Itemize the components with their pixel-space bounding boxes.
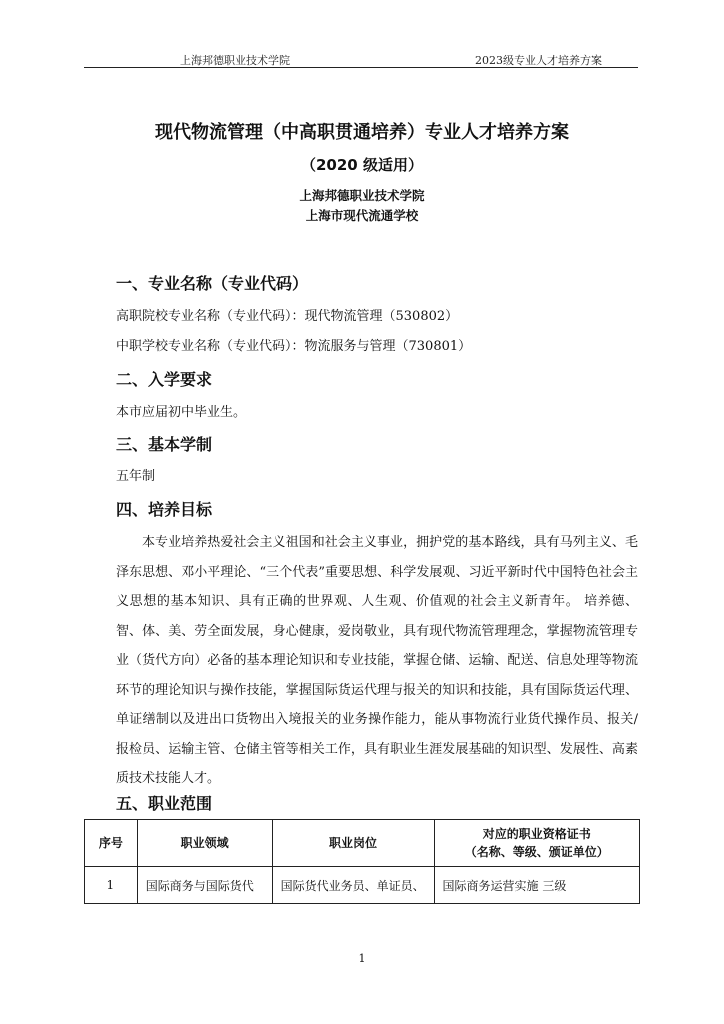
cell-field: 国际商务与国际货代 — [137, 867, 272, 904]
school-name-2: 上海市现代流通学校 — [305, 208, 419, 223]
section-1-line-1: 高职院校专业名称（专业代码）：现代物流管理（530802） — [116, 309, 459, 324]
page-number: 1 — [358, 952, 366, 965]
document-title: 现代物流管理（中高职贯通培养）专业人才培养方案 — [155, 122, 569, 143]
section-2-text: 本市应届初中毕业生。 — [116, 405, 247, 420]
document-subtitle: （2020 级适用） — [301, 156, 423, 174]
section-4-heading: 四、培养目标 — [116, 500, 213, 519]
header-left-text: 上海邦德职业技术学院 — [180, 54, 290, 67]
section-1-heading: 一、专业名称（专业代码） — [116, 274, 309, 293]
section-3-text: 五年制 — [116, 469, 156, 484]
header-divider — [84, 67, 638, 68]
col-header-cert-line1: 对应的职业资格证书 — [482, 827, 591, 841]
cell-post: 国际货代业务员、单证员、 — [272, 867, 434, 904]
table-row — [85, 867, 640, 904]
col-header-cert-line2: （名称、等级、颁证单位） — [464, 845, 609, 859]
school-name-1: 上海邦德职业技术学院 — [299, 188, 425, 203]
col-header-no: 序号 — [85, 820, 138, 867]
table-header-row — [85, 820, 640, 867]
header-right-text: 2023级专业人才培养方案 — [475, 54, 602, 67]
col-header-field: 职业领域 — [137, 820, 272, 867]
page-header — [84, 44, 638, 68]
section-2-heading: 二、入学要求 — [116, 370, 213, 389]
cell-no: 1 — [85, 867, 138, 904]
col-header-post: 职业岗位 — [272, 820, 434, 867]
occupation-table — [84, 819, 640, 904]
training-goal-paragraph: 本专业培养热爱社会主义祖国和社会主义事业，拥护党的基本路线，具有马列主义、毛泽东思想、邓小平理论、“三个代表”重要思想、科学发展观、习近平新时代中国特色社会主义思想的基本知识、具有正确的世界观、人生观、价值观的社会主义新青年。 培养德、智、体、美、劳全面发展，身心健康，爱岗敬业，具有现代物流管理理念，掌握物流管理专业（货代方向）必备的基本理论知识和专业技能，掌握仓储、运输、配送、信息处理等物流环节的理论知识与操作技能，掌握国际货运代理与报关的知识和技能，具有国际货运代理、单证缮制以及进出口货物出入境报关的业务操作能力，能从事物流行业货代操作员、报关/报检员、运输主管、仓储主管等相关工作，具有职业生涯发展基础的知识型、发展性、高素质技术技能人才。 — [116, 535, 638, 786]
cell-certificate: 国际商务运营实施 三级 — [434, 867, 639, 904]
section-5-heading: 五、职业范围 — [116, 794, 213, 813]
section-3-heading: 三、基本学制 — [116, 435, 213, 454]
section-1-line-2: 中职学校专业名称（专业代码）：物流服务与管理（730801） — [116, 339, 472, 354]
col-header-certificate — [434, 820, 639, 867]
